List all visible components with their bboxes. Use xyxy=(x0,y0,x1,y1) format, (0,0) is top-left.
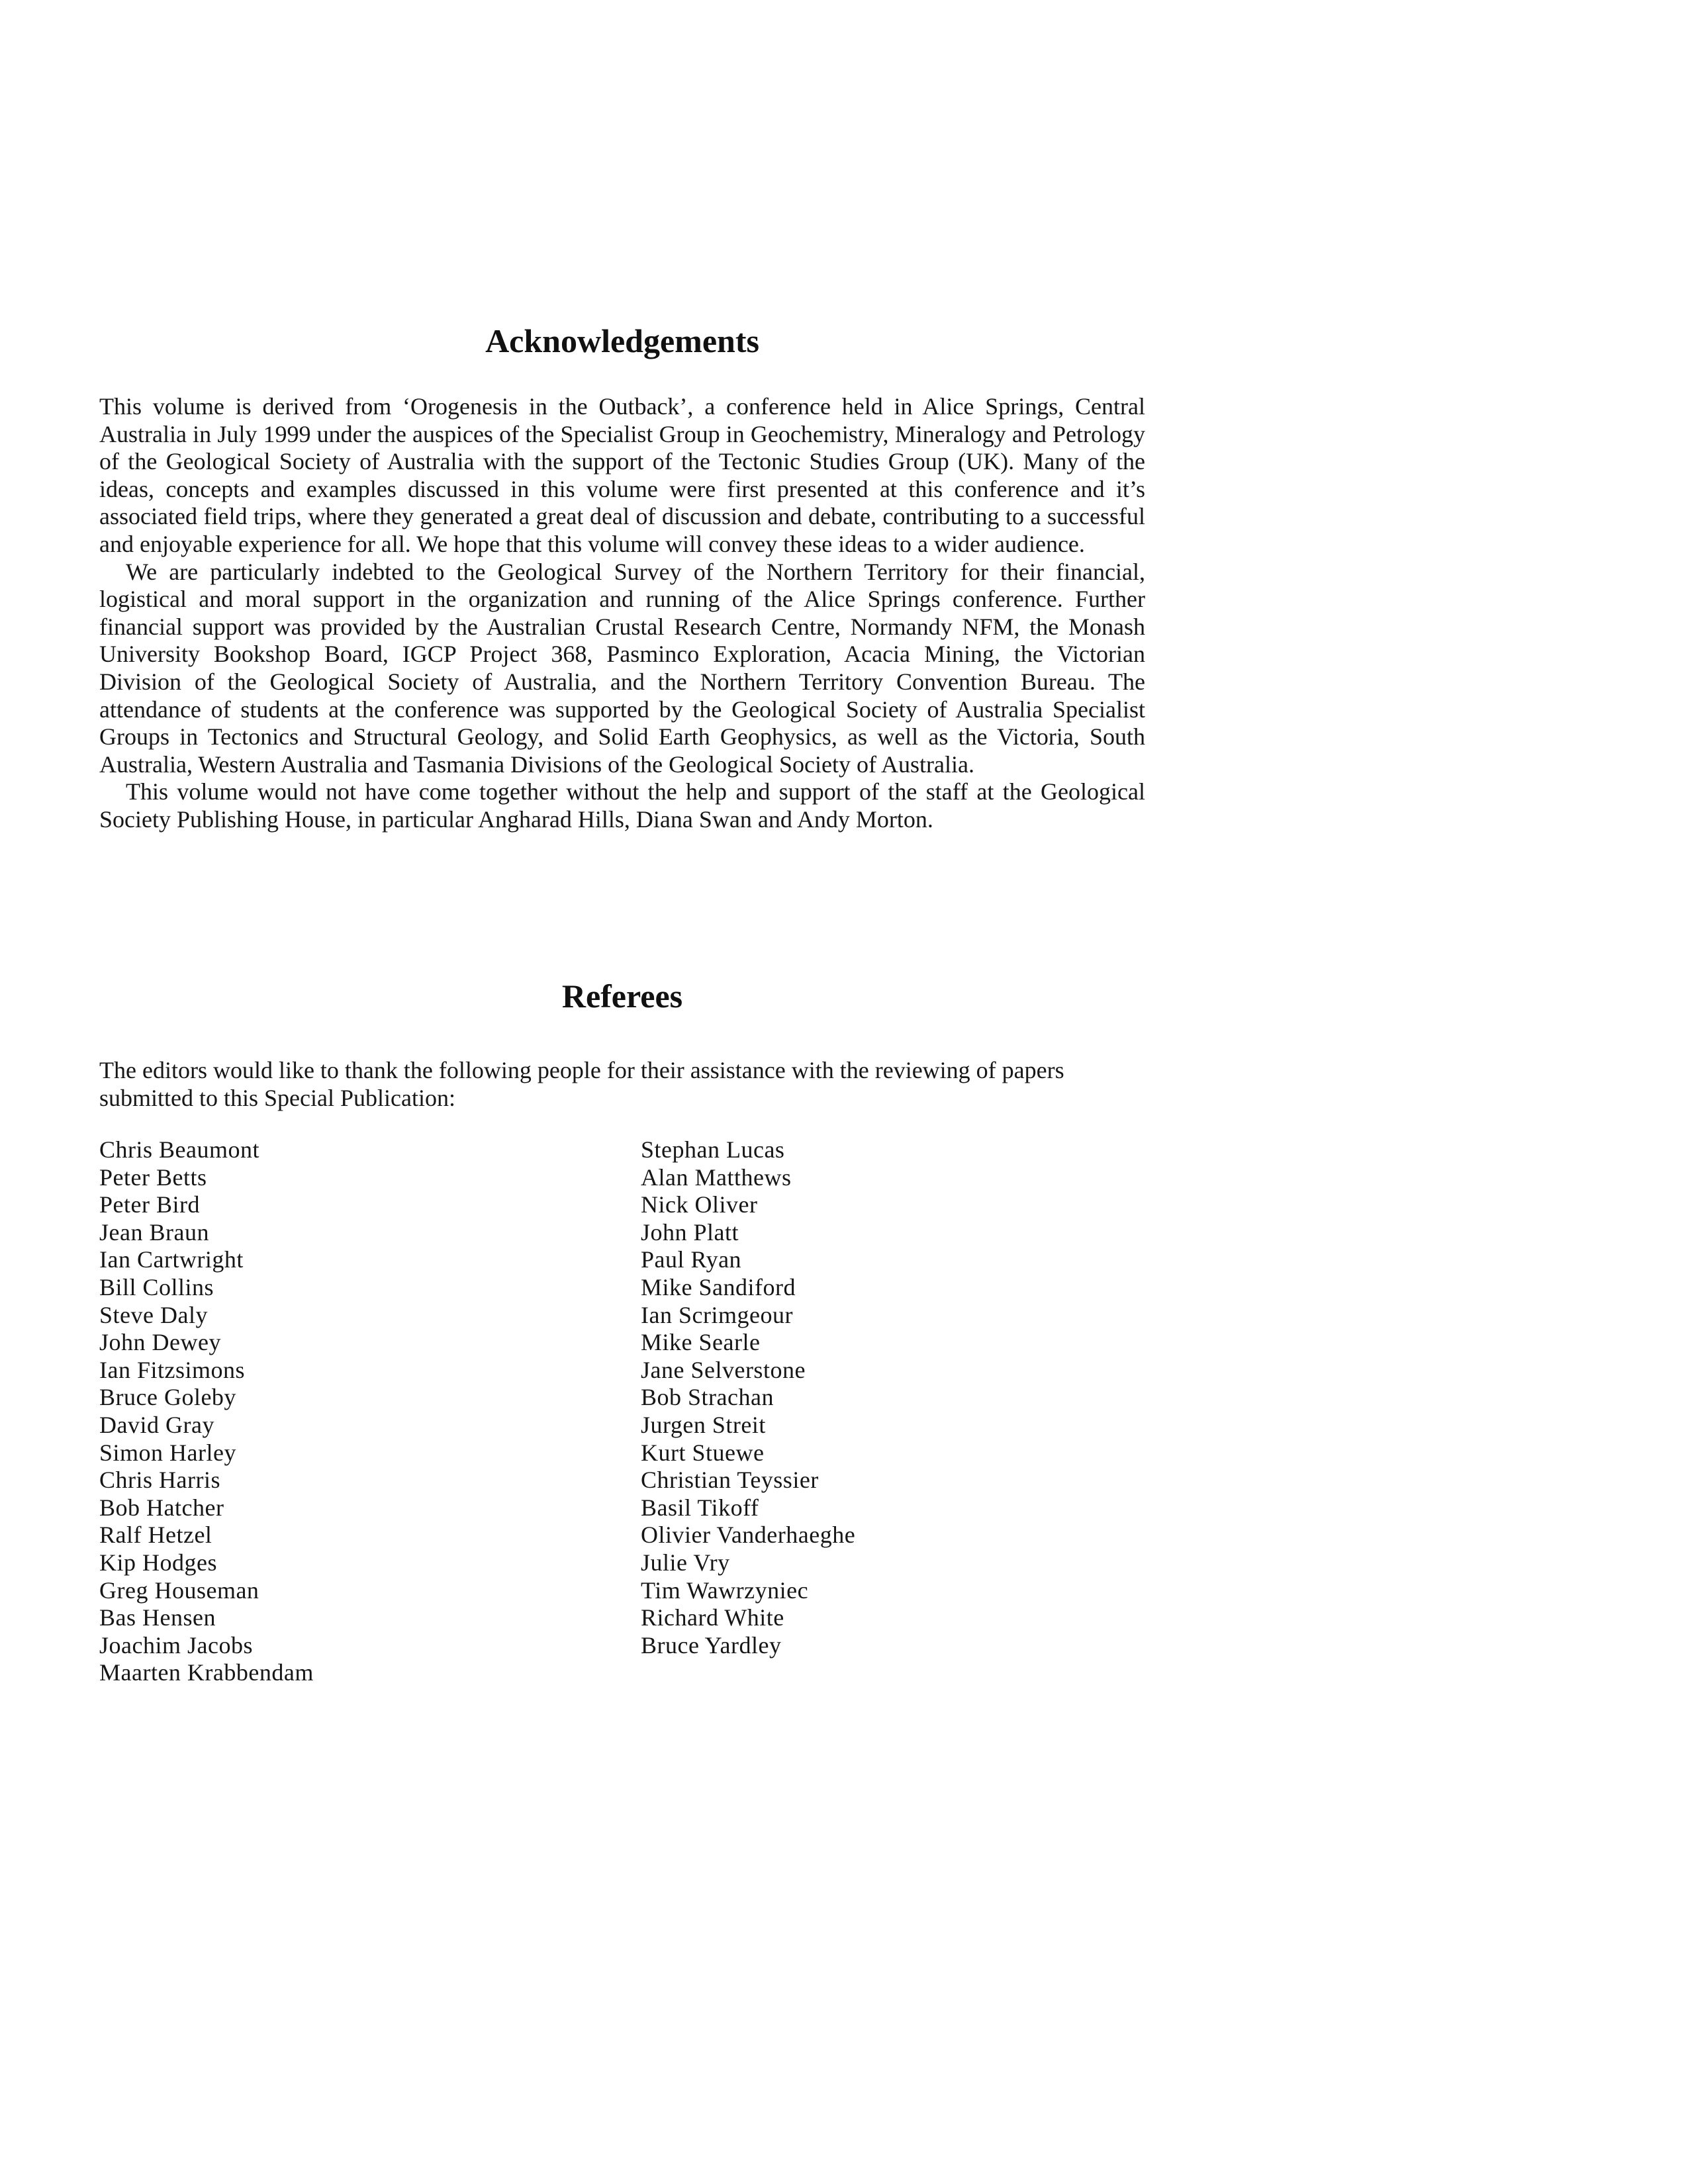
referee-name: Bob Strachan xyxy=(641,1384,774,1411)
acknowledgements-paragraph-3: This volume would not have come together without the help and support of the staff at the Geological Society Publishing House, in particular Angharad Hills, Diana Swan and Andy Morton. xyxy=(99,778,1145,833)
referee-name: Simon Harley xyxy=(99,1439,236,1466)
referee-name: Jurgen Streit xyxy=(641,1411,766,1438)
referee-name: Peter Bird xyxy=(99,1191,200,1218)
acknowledgements-paragraph-2: We are particularly indebted to the Geological Survey of the Northern Territory for their financial, logistical and moral support in the organization and running of the Alice Springs conference. Further financial support was provided by the Australian Crustal Research Centre, Normandy NFM, the Monash University Bookshop Board, IGCP Project 368, Pasminco Exploration, Acacia Mining, the Victorian Division of the Geological Society of Australia, and the Northern Territory Convention Bureau. The attendance of students at the conference was supported by the Geological Society of Australia Specialist Groups in Tectonics and Structural Geology, and Solid Earth Geophysics, as well as the Victoria, South Australia, Western Australia and Tasmania Divisions of the Geological Society of Australia. xyxy=(99,558,1145,778)
referee-name: Stephan Lucas xyxy=(641,1136,785,1163)
acknowledgements-paragraph-1: This volume is derived from ‘Orogenesis in the Outback’, a conference held in Alice Springs, Central Australia in July 1999 under the auspices of the Specialist Group in Geochemistry, Mineralogy and Petrology of the Geological Society of Australia with the support of the Tectonic Studies Group (UK). Many of the ideas, concepts and examples discussed in this volume were first presented at this conference and it’s associated field trips, where they generated a great deal of discussion and debate, contributing to a successful and enjoyable experience for all. We hope that this volume will convey these ideas to a wider audience. xyxy=(99,393,1145,557)
referee-name: Nick Oliver xyxy=(641,1191,758,1218)
referee-name: Bob Hatcher xyxy=(99,1494,224,1521)
referee-name: Alan Matthews xyxy=(641,1163,792,1191)
referee-name: Ian Cartwright xyxy=(99,1246,244,1273)
referee-name: David Gray xyxy=(99,1411,214,1438)
referee-name: Greg Houseman xyxy=(99,1576,259,1604)
referee-name: Kurt Stuewe xyxy=(641,1439,765,1466)
referee-name: Chris Beaumont xyxy=(99,1136,259,1163)
acknowledgements-body xyxy=(99,393,1145,834)
referee-name: Mike Sandiford xyxy=(641,1273,796,1300)
referees-heading: Referees xyxy=(561,978,683,1015)
referee-name: Mike Searle xyxy=(641,1329,761,1356)
referee-name: Richard White xyxy=(641,1604,784,1631)
referee-name: Jean Braun xyxy=(99,1218,209,1246)
referee-name: Julie Vry xyxy=(641,1549,730,1576)
referee-name: Bruce Goleby xyxy=(99,1384,236,1411)
referee-name: Ian Fitzsimons xyxy=(99,1356,245,1383)
referee-name: Bruce Yardley xyxy=(641,1631,782,1659)
referee-name: Bill Collins xyxy=(99,1273,214,1300)
referee-name: Kip Hodges xyxy=(99,1549,217,1576)
referees-intro: The editors would like to thank the following people for their assistance with the reviewing of papers submitted to this Special Publication: xyxy=(99,1057,1064,1111)
referee-name: Basil Tikoff xyxy=(641,1494,759,1521)
referee-name: Paul Ryan xyxy=(641,1246,742,1273)
referees-right-column xyxy=(641,1136,855,1659)
referee-name: Olivier Vanderhaeghe xyxy=(641,1522,856,1549)
referee-name: Maarten Krabbendam xyxy=(99,1659,314,1686)
referee-name: John Platt xyxy=(641,1218,739,1246)
referee-name: Steve Daly xyxy=(99,1301,208,1328)
referee-name: Christian Teyssier xyxy=(641,1467,819,1494)
referee-name: Chris Harris xyxy=(99,1467,220,1494)
referee-name: Ralf Hetzel xyxy=(99,1522,212,1549)
referee-name: Ian Scrimgeour xyxy=(641,1301,793,1328)
referee-name: Bas Hensen xyxy=(99,1604,216,1631)
referee-name: Tim Wawrzyniec xyxy=(641,1576,809,1604)
referee-name: John Dewey xyxy=(99,1329,221,1356)
referee-name: Joachim Jacobs xyxy=(99,1631,253,1659)
acknowledgements-heading: Acknowledgements xyxy=(485,322,759,359)
referee-name: Peter Betts xyxy=(99,1163,207,1191)
referee-name: Jane Selverstone xyxy=(641,1356,806,1383)
referees-left-column xyxy=(99,1136,314,1687)
